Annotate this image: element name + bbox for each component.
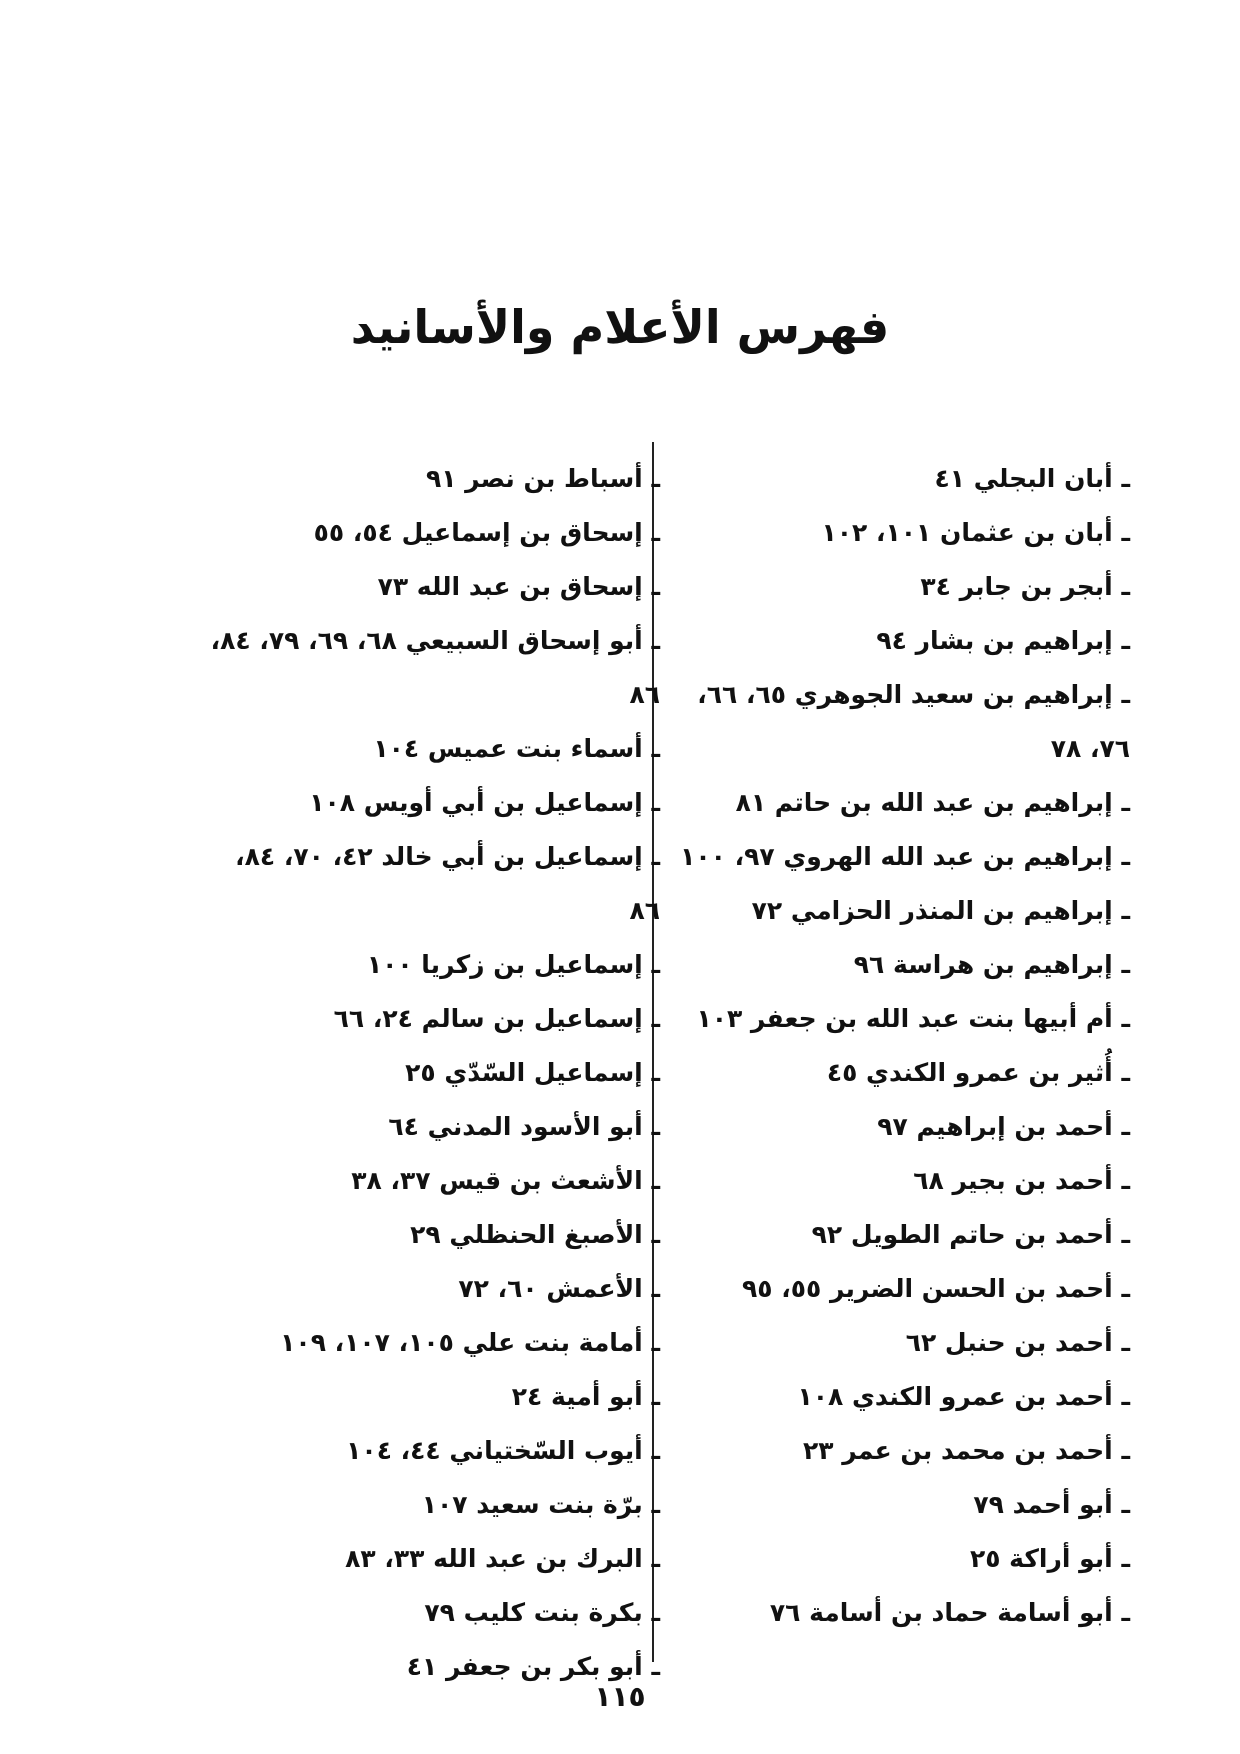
index-entry: ـ أمامة بنت علي ١٠٥، ١٠٧، ١٠٩ bbox=[280, 1328, 660, 1357]
index-entry: ـ أبو أحمد ٧٩ bbox=[973, 1490, 1130, 1519]
index-entry: ـ إبراهيم بن سعيد الجوهري ٦٥، ٦٦، ٧٦، ٧٨ bbox=[697, 680, 1130, 763]
index-entry: ـ إسماعيل بن زكريا ١٠٠ bbox=[366, 950, 660, 979]
index-entry: ـ أبو الأسود المدني ٦٤ bbox=[388, 1112, 660, 1141]
index-entry: ـ أيوب السّختياني ٤٤، ١٠٤ bbox=[346, 1436, 660, 1465]
index-entry: ـ الأشعث بن قيس ٣٧، ٣٨ bbox=[351, 1166, 660, 1195]
index-entry: ـ إبراهيم بن عبد الله الهروي ٩٧، ١٠٠ bbox=[680, 842, 1130, 871]
index-entry: ـ أحمد بن الحسن الضرير ٥٥، ٩٥ bbox=[742, 1274, 1130, 1303]
index-entry: ـ أبان بن عثمان ١٠١، ١٠٢ bbox=[821, 518, 1130, 547]
index-column-right bbox=[650, 452, 1130, 1640]
index-entry: ـ إسحاق بن عبد الله ٧٣ bbox=[377, 572, 660, 601]
page-number: ١١٥ bbox=[594, 1680, 646, 1713]
index-entry: ـ البرك بن عبد الله ٣٣، ٨٣ bbox=[345, 1544, 660, 1573]
index-entry: ـ بكرة بنت كليب ٧٩ bbox=[424, 1598, 660, 1627]
index-entry: ـ أبو أراكة ٢٥ bbox=[969, 1544, 1130, 1573]
index-entry: ـ أحمد بن بجير ٦٨ bbox=[913, 1166, 1130, 1195]
index-entry: ـ إبراهيم بن المنذر الحزامي ٧٢ bbox=[751, 896, 1130, 925]
page-title: فهرس الأعلام والأسانيد bbox=[350, 300, 890, 354]
index-entry: ـ أُثير بن عمرو الكندي ٤٥ bbox=[826, 1058, 1130, 1087]
index-entry: ـ إبراهيم بن عبد الله بن حاتم ٨١ bbox=[735, 788, 1130, 817]
index-entry: ـ أم أبيها بنت عبد الله بن جعفر ١٠٣ bbox=[696, 1004, 1130, 1033]
index-entry: ـ أحمد بن عمرو الكندي ١٠٨ bbox=[797, 1382, 1130, 1411]
index-entry: ـ الأعمش ٦٠، ٧٢ bbox=[458, 1274, 660, 1303]
index-entry: ـ أبو أسامة حماد بن أسامة ٧٦ bbox=[769, 1598, 1130, 1627]
index-entry: ـ أسماء بنت عميس ١٠٤ bbox=[373, 734, 660, 763]
index-entry: ـ إسحاق بن إسماعيل ٥٤، ٥٥ bbox=[313, 518, 660, 547]
index-entry: ـ إبراهيم بن بشار ٩٤ bbox=[876, 626, 1130, 655]
index-entry: ـ إبراهيم بن هراسة ٩٦ bbox=[853, 950, 1130, 979]
index-entry: ـ أحمد بن حنبل ٦٢ bbox=[905, 1328, 1130, 1357]
index-entry: ـ إسماعيل بن سالم ٢٤، ٦٦ bbox=[333, 1004, 660, 1033]
index-entry: ـ أبو أمية ٢٤ bbox=[511, 1382, 660, 1411]
index-entry: ـ برّة بنت سعيد ١٠٧ bbox=[421, 1490, 660, 1519]
index-entry: ـ أبو إسحاق السبيعي ٦٨، ٦٩، ٧٩، ٨٤، ٨٦ bbox=[210, 626, 660, 709]
index-entry: ـ أبان البجلي ٤١ bbox=[934, 464, 1130, 493]
index-entry: ـ الأصبغ الحنظلي ٢٩ bbox=[410, 1220, 660, 1249]
index-entry: ـ إسماعيل السّدّي ٢٥ bbox=[405, 1058, 660, 1087]
index-entry: ـ أسباط بن نصر ٩١ bbox=[425, 464, 660, 493]
index-entry: ـ أحمد بن إبراهيم ٩٧ bbox=[877, 1112, 1130, 1141]
index-entry: ـ إسماعيل بن أبي خالد ٤٢، ٧٠، ٨٤، ٨٦ bbox=[235, 842, 660, 925]
index-entry: ـ أحمد بن حاتم الطويل ٩٢ bbox=[811, 1220, 1130, 1249]
index-entry: ـ أبجر بن جابر ٣٤ bbox=[920, 572, 1130, 601]
index-entry: ـ إسماعيل بن أبي أويس ١٠٨ bbox=[309, 788, 660, 817]
index-entry: ـ أحمد بن محمد بن عمر ٢٣ bbox=[803, 1436, 1130, 1465]
index-column-left bbox=[200, 452, 660, 1694]
index-entry: ـ أبو بكر بن جعفر ٤١ bbox=[406, 1652, 660, 1681]
